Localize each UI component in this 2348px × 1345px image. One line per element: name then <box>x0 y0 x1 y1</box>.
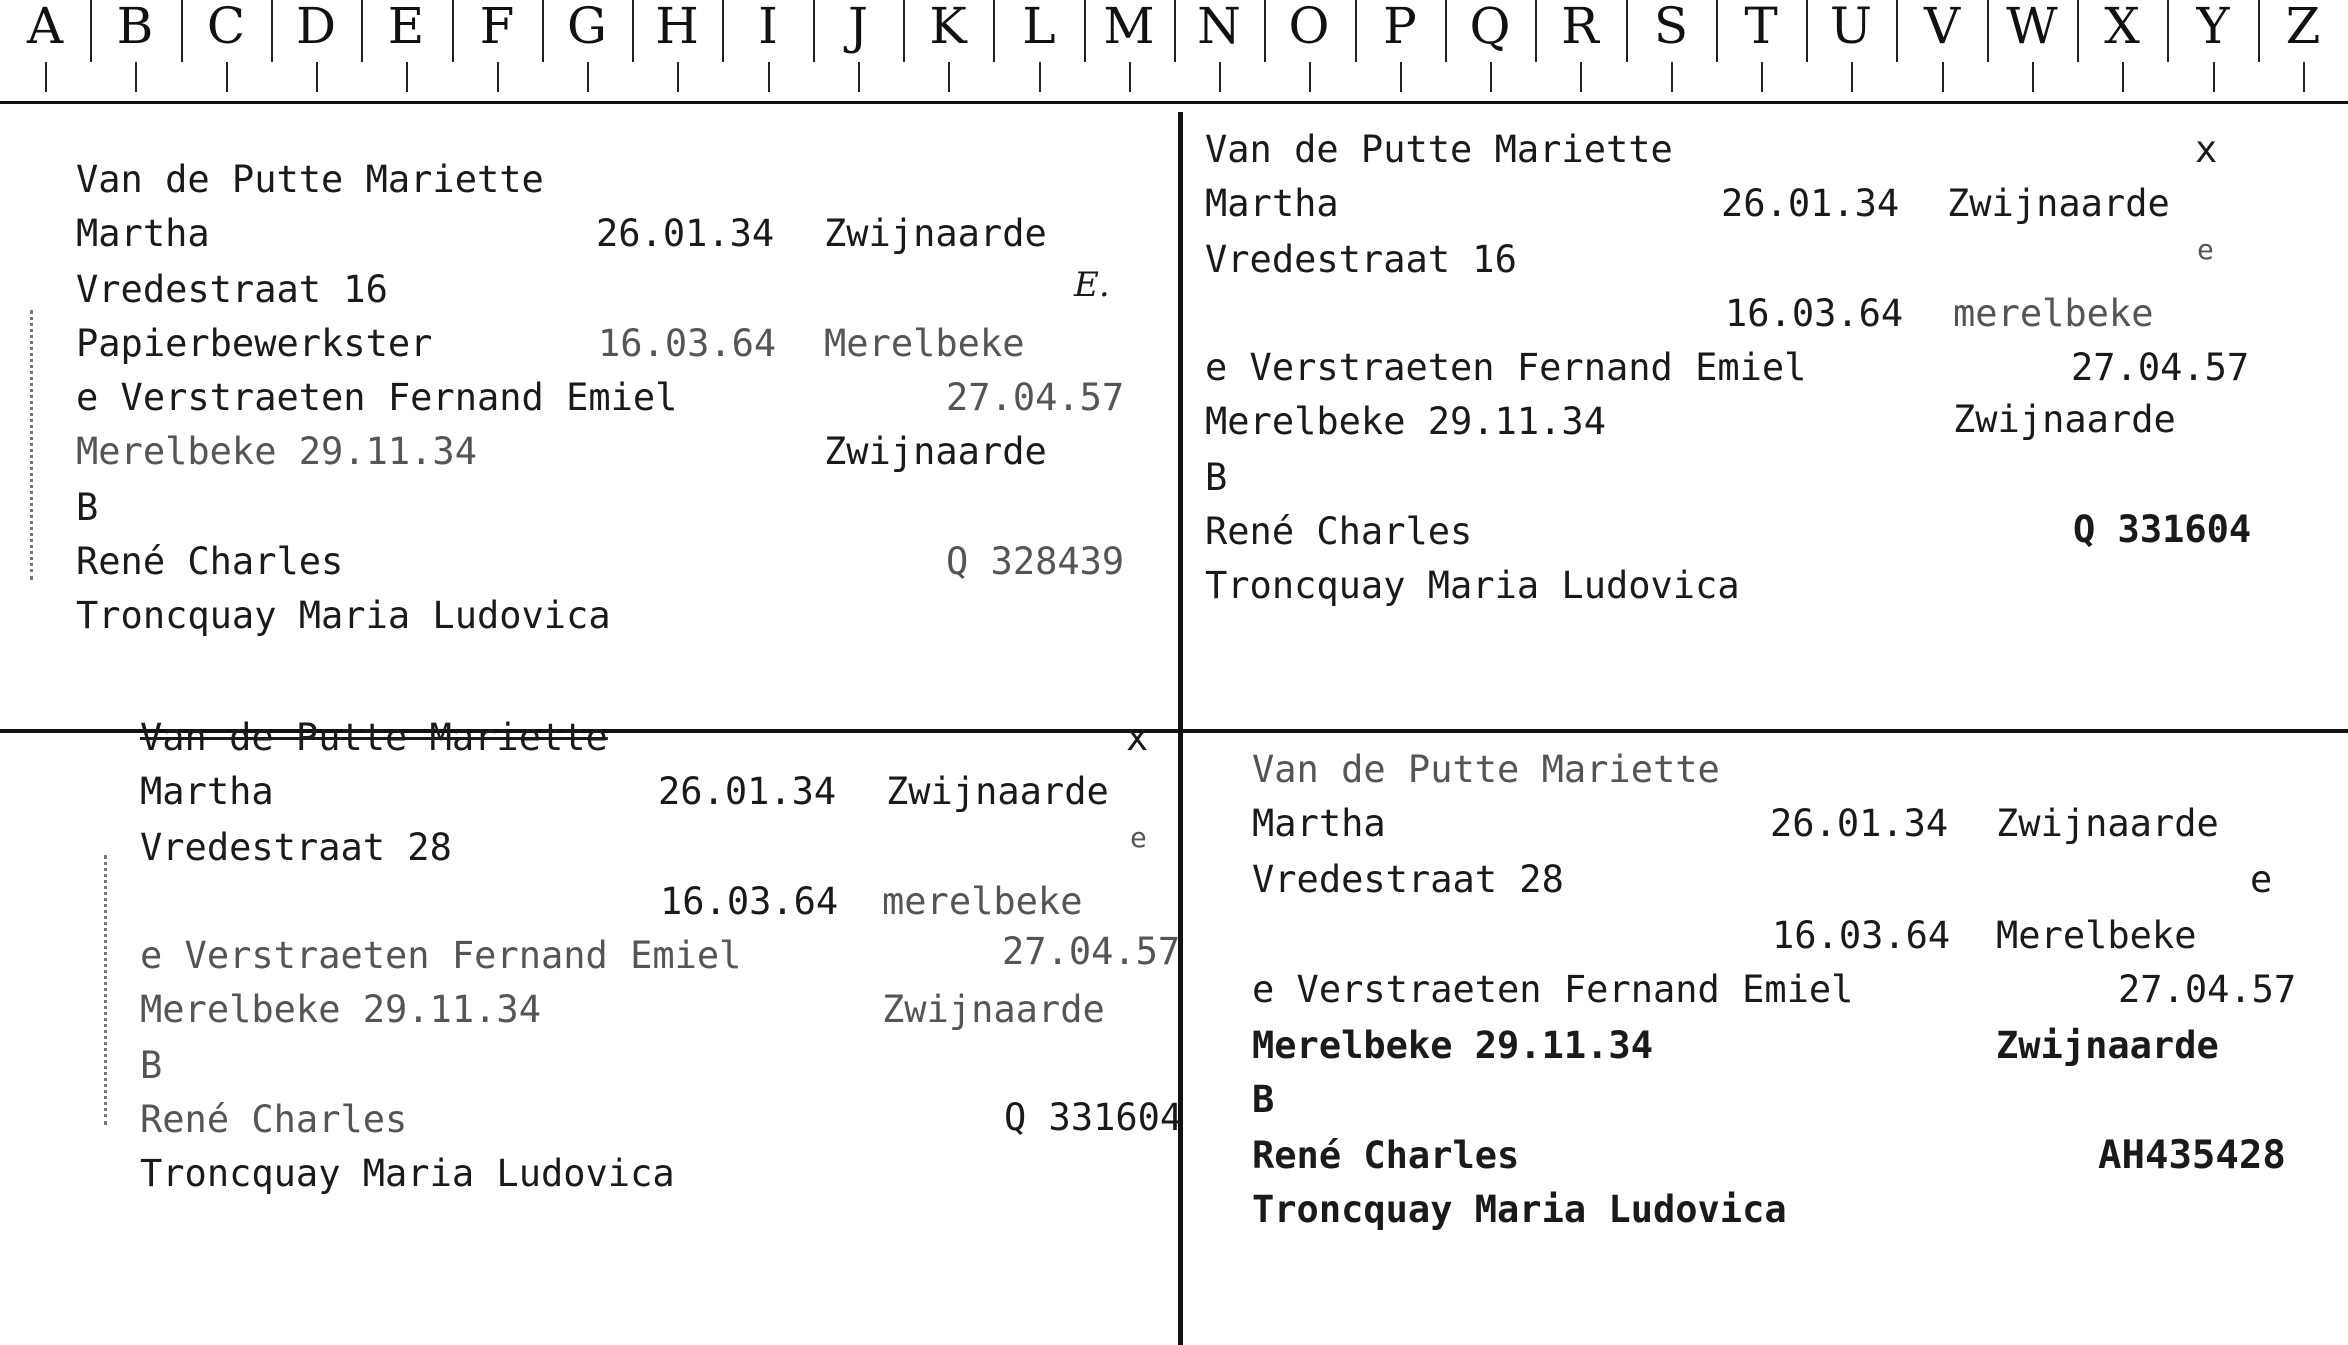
index-letter-h: H <box>655 0 699 55</box>
card-street: Vredestraat 16 <box>76 268 388 311</box>
card-birth-date: 26.01.34 <box>1721 182 1900 225</box>
card-id-number: Q 328439 <box>946 540 1125 583</box>
card-spouse-birth: Merelbeke 29.11.34 <box>140 988 541 1031</box>
index-tick <box>2122 62 2124 92</box>
index-letter-p: P <box>1383 0 1417 55</box>
index-letter-v: V <box>1923 0 1961 55</box>
card-x-mark: x <box>2195 128 2218 171</box>
index-letter-q: Q <box>1469 0 1511 55</box>
index-letter-g: G <box>567 0 607 55</box>
card-place2: merelbeke <box>882 880 1083 923</box>
index-separator <box>1535 0 1537 62</box>
index-letter-y: Y <box>2196 0 2230 55</box>
card-father: René Charles <box>1252 1134 1520 1177</box>
card-date2: 16.03.64 <box>660 880 839 923</box>
card-letter: B <box>140 1044 163 1087</box>
index-letter-m: M <box>1103 0 1155 55</box>
card-mother: Troncquay Maria Ludovica <box>1252 1188 1787 1231</box>
index-letter-z: Z <box>2285 0 2321 55</box>
index-letter-r: R <box>1561 0 1599 55</box>
card-letter: B <box>76 486 99 529</box>
card-x-mark: x <box>1126 716 1149 759</box>
card-street: Vredestraat 28 <box>140 826 452 869</box>
card-spouse-date: 27.04.57 <box>2071 346 2250 389</box>
index-tick <box>1129 62 1131 92</box>
card-father: René Charles <box>1205 510 1473 553</box>
card-birth-date: 26.01.34 <box>1770 802 1949 845</box>
index-letter-b: B <box>116 0 154 55</box>
index-tick <box>1039 62 1041 92</box>
card-hand-mark: E. <box>1074 265 1110 305</box>
card-birth-place: Zwijnaarde <box>824 212 1047 255</box>
card-second-name: Martha <box>140 770 274 813</box>
card-spouse-birth: Merelbeke 29.11.34 <box>76 430 477 473</box>
index-letter-s: S <box>1653 0 1689 55</box>
index-tick <box>135 62 137 92</box>
index-letter-o: O <box>1288 0 1330 55</box>
card-id-number: Q 331604 <box>2073 508 2252 551</box>
index-tick <box>1490 62 1492 92</box>
index-tick <box>1761 62 1763 92</box>
index-tick <box>1219 62 1221 92</box>
index-tick <box>948 62 950 92</box>
card-date2: 16.03.64 <box>1772 914 1951 957</box>
index-letter-t: T <box>1744 0 1778 55</box>
index-separator <box>1445 0 1447 62</box>
record-card-top-left <box>76 152 1156 712</box>
index-separator <box>181 0 183 62</box>
card-second-name: Martha <box>1205 182 1339 225</box>
index-separator <box>632 0 634 62</box>
card-birth-place: Zwijnaarde <box>886 770 1109 813</box>
index-letter-i: I <box>758 0 778 55</box>
card-name: Van de Putte Mariette <box>140 716 608 759</box>
index-letter-e: E <box>387 0 425 55</box>
index-tick <box>768 62 770 92</box>
index-tick <box>858 62 860 92</box>
index-tick <box>1580 62 1582 92</box>
card-name: Van de Putte Mariette <box>1252 748 1720 791</box>
card-spouse-birth: Merelbeke 29.11.34 <box>1252 1024 1653 1067</box>
card-street: Vredestraat 16 <box>1205 238 1517 281</box>
card-spouse: e Verstraeten Fernand Emiel <box>140 934 742 977</box>
index-separator <box>361 0 363 62</box>
card-spouse: e Verstraeten Fernand Emiel <box>76 376 678 419</box>
index-tick <box>587 62 589 92</box>
card-birth-date: 26.01.34 <box>596 212 775 255</box>
card-spouse-date: 27.04.57 <box>2118 968 2297 1011</box>
card-father: René Charles <box>140 1098 408 1141</box>
card-mother: Troncquay Maria Ludovica <box>76 594 611 637</box>
index-separator <box>271 0 273 62</box>
index-separator <box>2167 0 2169 62</box>
card-mother: Troncquay Maria Ludovica <box>140 1152 675 1195</box>
card-spouse-place: Zwijnaarde <box>882 988 1105 1031</box>
index-tick <box>1309 62 1311 92</box>
card-birth-date: 26.01.34 <box>658 770 837 813</box>
index-tick <box>1400 62 1402 92</box>
card-e-mark: e <box>2250 858 2273 901</box>
index-letter-l: L <box>1022 0 1056 55</box>
card-place2: merelbeke <box>1953 292 2154 335</box>
index-letter-a: A <box>26 0 64 55</box>
card-place2: Merelbeke <box>1996 914 2197 957</box>
card-e-mark: e <box>1130 821 1147 854</box>
index-tick <box>2213 62 2215 92</box>
record-card-bottom-left <box>140 710 1183 1270</box>
index-separator <box>542 0 544 62</box>
card-spouse-place: Zwijnaarde <box>1953 398 2176 441</box>
index-letter-d: D <box>295 0 337 55</box>
index-tick <box>2303 62 2305 92</box>
index-separator <box>1806 0 1808 62</box>
index-tick <box>497 62 499 92</box>
index-separator <box>2077 0 2079 62</box>
index-separator <box>813 0 815 62</box>
card-id-number: AH435428 <box>2098 1133 2286 1178</box>
index-letter-x: X <box>2104 0 2140 55</box>
index-strip-rule <box>0 101 2348 104</box>
record-card-bottom-right <box>1252 742 2342 1302</box>
index-tick <box>316 62 318 92</box>
index-separator <box>1174 0 1176 62</box>
card-spouse-place: Zwijnaarde <box>1996 1024 2219 1067</box>
card-id-number: Q 331604 <box>1004 1096 1183 1139</box>
index-letter-k: K <box>929 0 967 55</box>
card-e-mark: e <box>2197 233 2214 266</box>
index-tick <box>406 62 408 92</box>
card-spouse: e Verstraeten Fernand Emiel <box>1205 346 1807 389</box>
punch-mark-left-top <box>30 310 47 580</box>
card-spouse-place: Zwijnaarde <box>824 430 1047 473</box>
card-second-name: Martha <box>76 212 210 255</box>
index-separator <box>1264 0 1266 62</box>
index-separator <box>452 0 454 62</box>
card-date2: 16.03.64 <box>598 322 777 365</box>
card-place2: Merelbeke <box>824 322 1025 365</box>
card-father: René Charles <box>76 540 344 583</box>
index-separator <box>1355 0 1357 62</box>
index-letter-n: N <box>1197 0 1241 55</box>
card-date2: 16.03.64 <box>1725 292 1904 335</box>
punch-mark-left-bottom <box>104 855 121 1125</box>
card-mother: Troncquay Maria Ludovica <box>1205 564 1740 607</box>
index-letter-f: F <box>479 0 515 55</box>
index-separator <box>993 0 995 62</box>
card-name: Van de Putte Mariette <box>1205 128 1673 171</box>
card-spouse: e Verstraeten Fernand Emiel <box>1252 968 1854 1011</box>
index-separator <box>1987 0 1989 62</box>
card-birth-place: Zwijnaarde <box>1996 802 2219 845</box>
card-spouse-birth: Merelbeke 29.11.34 <box>1205 400 1606 443</box>
index-separator <box>722 0 724 62</box>
index-letter-j: J <box>847 0 869 55</box>
index-separator <box>1896 0 1898 62</box>
card-occupation: Papierbewerkster <box>76 322 433 365</box>
index-tick <box>677 62 679 92</box>
card-letter: B <box>1252 1078 1275 1121</box>
index-letter-u: U <box>1829 0 1873 55</box>
index-tick <box>1671 62 1673 92</box>
index-separator <box>1626 0 1628 62</box>
index-letter-w: W <box>2006 0 2058 55</box>
index-tick <box>1942 62 1944 92</box>
index-separator <box>903 0 905 62</box>
card-letter: B <box>1205 456 1228 499</box>
index-separator <box>1084 0 1086 62</box>
card-street: Vredestraat 28 <box>1252 858 1564 901</box>
index-separator <box>1716 0 1718 62</box>
index-tick <box>1851 62 1853 92</box>
card-spouse-date: 27.04.57 <box>946 376 1125 419</box>
alphabet-index-strip <box>0 0 2348 103</box>
index-tick <box>45 62 47 92</box>
index-separator <box>90 0 92 62</box>
index-separator <box>2258 0 2260 62</box>
index-tick <box>226 62 228 92</box>
card-birth-place: Zwijnaarde <box>1947 182 2170 225</box>
card-second-name: Martha <box>1252 802 1386 845</box>
index-letter-c: C <box>206 0 246 55</box>
card-name: Van de Putte Mariette <box>76 158 544 201</box>
record-card-top-right <box>1205 122 2325 682</box>
card-spouse-date: 27.04.57 <box>1002 930 1181 973</box>
index-tick <box>2032 62 2034 92</box>
